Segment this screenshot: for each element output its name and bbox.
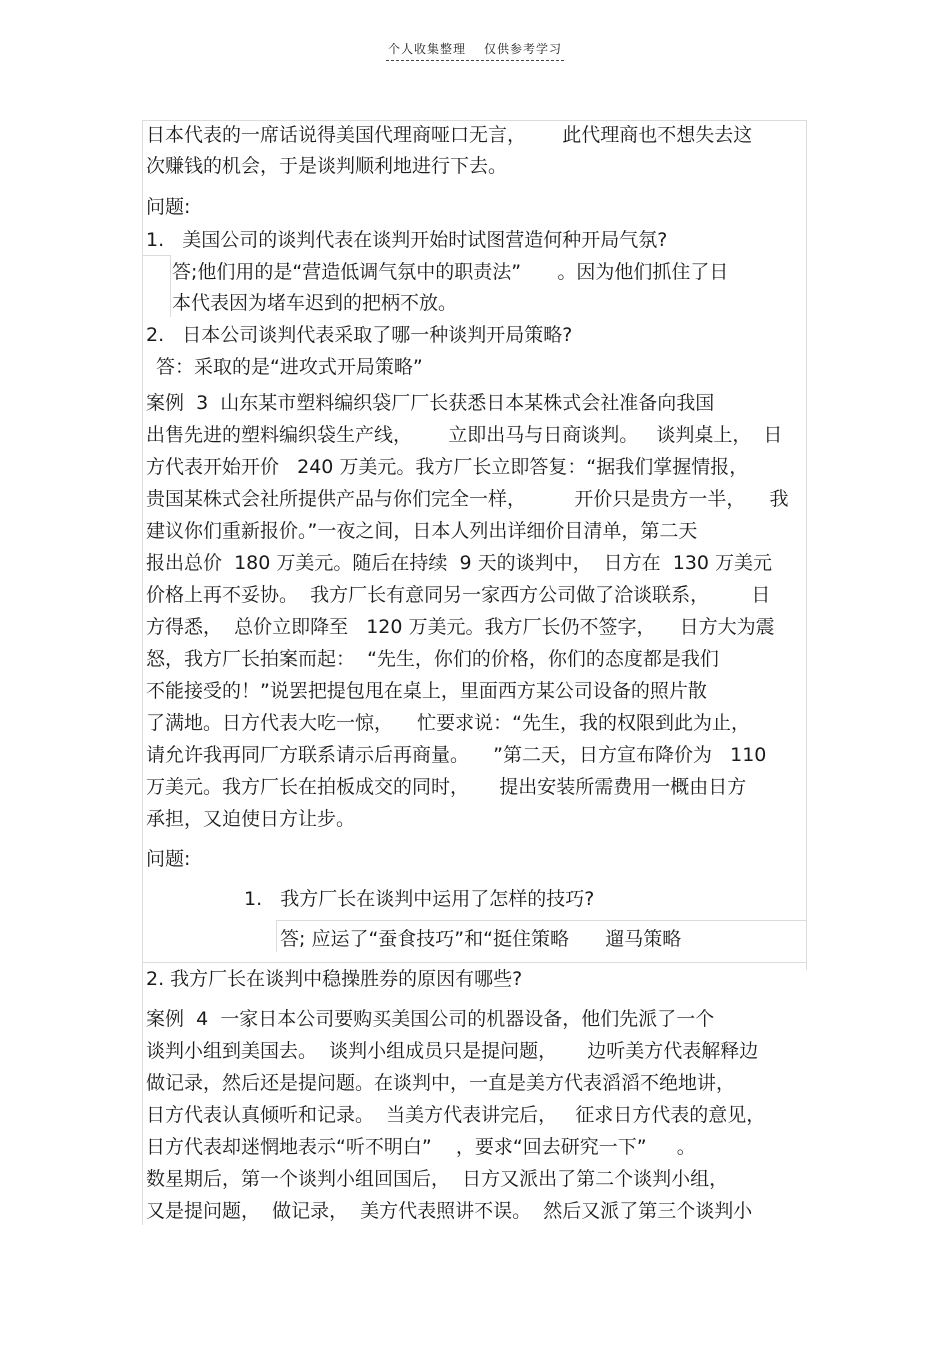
table-border-left bbox=[142, 120, 143, 1225]
page-header bbox=[0, 40, 950, 61]
text-line: 答; 应运了“蚕食技巧”和“挺住策略 遛马策略 bbox=[280, 928, 682, 950]
text-line: 方代表开始开价 240 万美元。我方厂长立即答复：“据我们掌握情报， bbox=[146, 456, 749, 478]
text-line: 谈判小组到美国去。 谈判小组成员只是提问题， 边听美方代表解释边 bbox=[146, 1040, 759, 1062]
text-line: 日方代表却迷惘地表示“听不明白” ，要求“回去研究一下” 。 bbox=[146, 1136, 696, 1158]
text-line: 本代表因为堵车迟到的把柄不放。 bbox=[172, 292, 458, 314]
text-line: 答：采取的是“进攻式开局策略” bbox=[156, 356, 423, 378]
text-line: 怒，我方厂长拍案而起： “先生，你们的价格，你们的态度都是我们 bbox=[146, 648, 719, 670]
q1-cell-bottom bbox=[142, 962, 806, 963]
text-line: 1. 我方厂长在谈判中运用了怎样的技巧? bbox=[244, 888, 595, 910]
text-line: 日本代表的一席话说得美国代理商哑口无言， 此代理商也不想失去这 bbox=[146, 124, 753, 146]
text-line: 建议你们重新报价。”一夜之间，日本人列出详细价目清单，第二天 bbox=[146, 520, 698, 542]
table-border-top bbox=[142, 120, 806, 121]
text-line: 数星期后，第一个谈判小组回国后， 日方又派出了第二个谈判小组， bbox=[146, 1168, 729, 1190]
answer-border-top bbox=[142, 255, 170, 256]
text-line: 出售先进的塑料编织袋生产线， 立即出马与日商谈判。 谈判桌上， 日 bbox=[146, 424, 783, 446]
text-line: 案例 4 一家日本公司要购买美国公司的机器设备，他们先派了一个 bbox=[146, 1008, 715, 1030]
q1-cell-top bbox=[276, 920, 806, 921]
text-line: 案例 3 山东某市塑料编织袋厂厂长获悉日本某株式会社准备向我国 bbox=[146, 392, 715, 414]
text-line: 1. 美国公司的谈判代表在谈判开始时试图营造何种开局气氛? bbox=[146, 229, 668, 251]
text-line: 承担，又迫使日方让步。 bbox=[146, 808, 356, 830]
text-line: 日方代表认真倾听和记录。 当美方代表讲完后， 征求日方代表的意见， bbox=[146, 1104, 766, 1126]
text-line: 万美元。我方厂长在拍板成交的同时， 提出安装所需费用一概由日方 bbox=[146, 776, 747, 798]
header-left-text: 个人收集整理 bbox=[387, 42, 466, 56]
text-line: 价格上再不妥协。 我方厂长有意同另一家西方公司做了洽谈联系， 日 bbox=[146, 584, 771, 606]
text-line: 了满地。日方代表大吃一惊， 忙要求说：“先生，我的权限到此为止， bbox=[146, 712, 751, 734]
text-line: 2. 日本公司谈判代表采取了哪一种谈判开局策略? bbox=[146, 324, 573, 346]
text-line: 不能接受的！”说罢把提包甩在桌上，里面西方某公司设备的照片散 bbox=[146, 680, 707, 702]
text-line: 方得悉， 总价立即降至 120 万美元。我方厂长仍不签字， 日方大为震 bbox=[146, 616, 775, 638]
header-rule bbox=[386, 40, 564, 61]
q1-cell-border bbox=[276, 920, 277, 952]
text-line: 贵国某株式会社所提供产品与你们完全一样， 开价只是贵方一半， 我 bbox=[146, 488, 789, 510]
text-line: 次赚钱的机会，于是谈判顺利地进行下去。 bbox=[146, 155, 508, 177]
text-line: 问题: bbox=[146, 848, 191, 870]
table-border-right bbox=[806, 120, 807, 970]
text-line: 报出总价 180 万美元。随后在持续 9 天的谈判中， 日方在 130 万美元 bbox=[146, 552, 773, 574]
text-line: 答;他们用的是“营造低调气氛中的职责法” 。因为他们抓住了日 bbox=[172, 261, 729, 283]
answer-border-left bbox=[170, 255, 171, 317]
text-line: 请允许我再同厂方联系请示后再商量。 ”第二天，日方宣布降价为 110 bbox=[146, 744, 767, 766]
text-line: 又是提问题， 做记录， 美方代表照讲不误。 然后又派了第三个谈判小 bbox=[146, 1200, 753, 1222]
text-line: 问题: bbox=[146, 196, 191, 218]
text-line: 2. 我方厂长在谈判中稳操胜券的原因有哪些? bbox=[146, 968, 523, 990]
text-line: 做记录，然后还是提问题。在谈判中，一直是美方代表滔滔不绝地讲， bbox=[146, 1072, 736, 1094]
header-right-text: 仅供参考学习 bbox=[484, 42, 563, 56]
